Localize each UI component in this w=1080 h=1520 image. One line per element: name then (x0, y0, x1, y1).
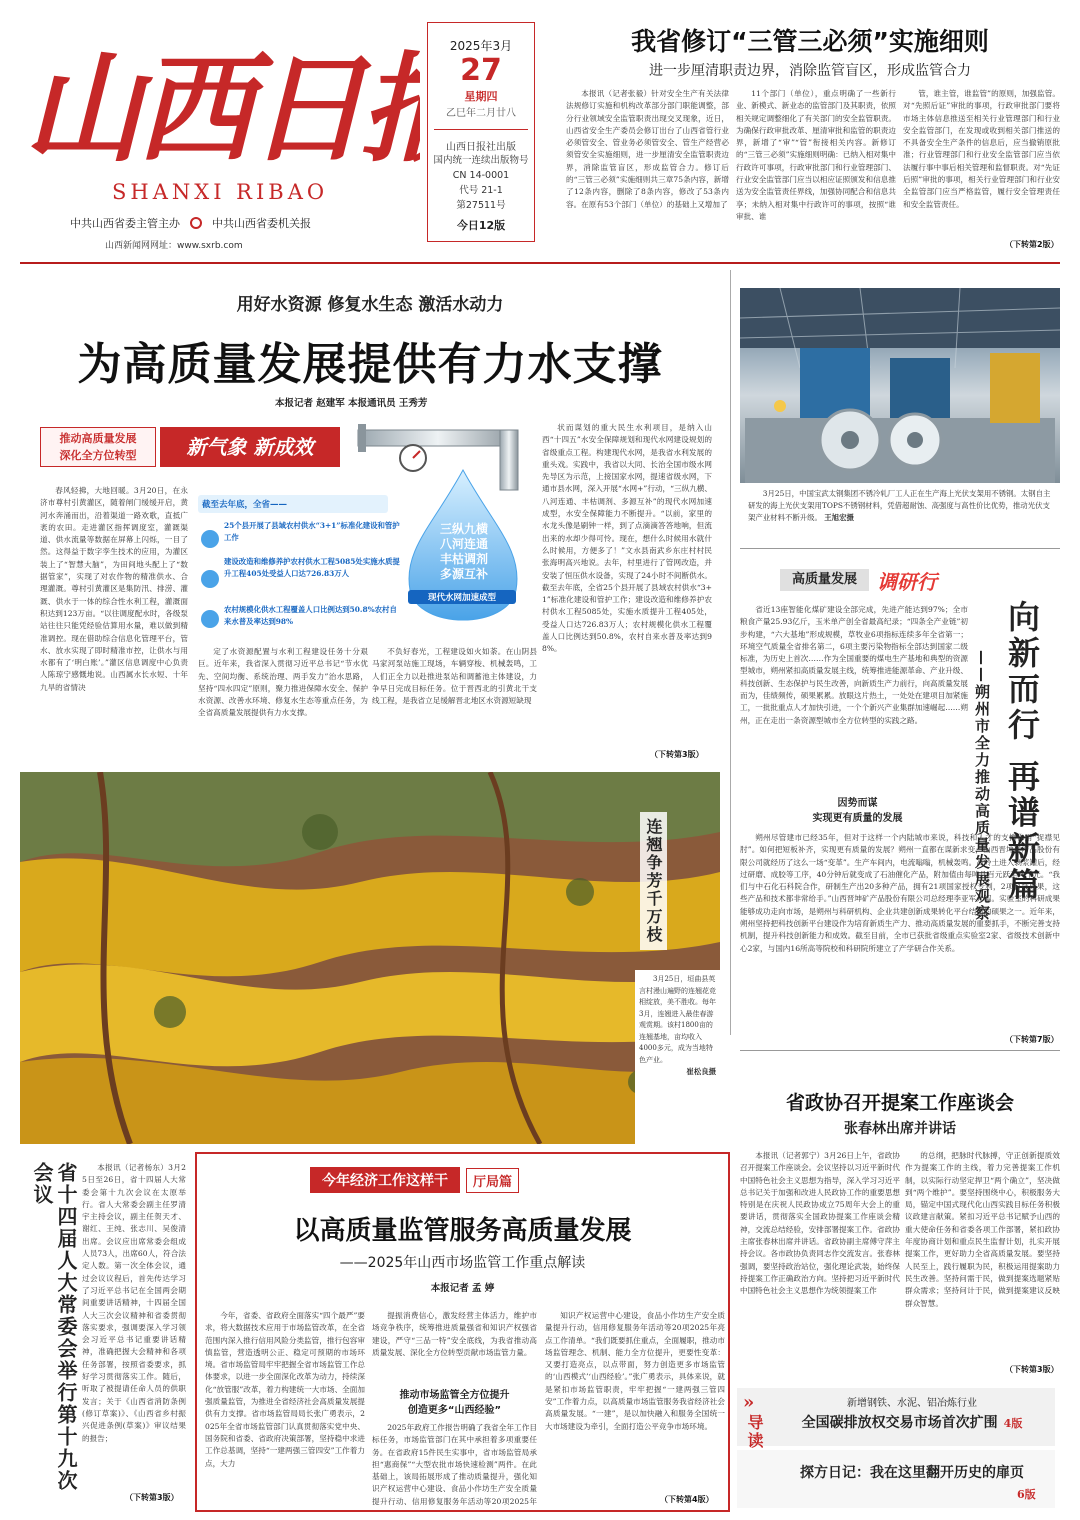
column-tag (40, 427, 156, 467)
market-col3: 知识产权运营中心建设，食品小作坊生产安全质量提升行动，信用修复服务年活动等20项2025年亮点工作清单。“我们既要抓住重点，全面履职，推动市场监管理念、机制、能力全方位提升，更要性变革：又要打造亮点，以点带面，努力创造更多市场监管的‘山西模式’‘山西经验’。”张广勇表示，具体来说，就是紧扣市场监管职责，牢牢把握“一建两强三管四安”工作着力点，以高质量市场监管服务我省经济社会高质量发展。“一建”，是以加快融入和服务全国统一大市场建设为牵引，全面打造公平竞争市场环境。 (545, 1311, 725, 1431)
npc-col: 本报讯（记者杨东）3月25日至26日，省十四届人大常委会第十九次会议在太原举行。省人大常委会副主任罗清宇主持会议，副主任贺天才、谢红、王纯、张志川、吴俊清出席。会议应出席常委会组成人员73人，出席60人，符合法定人数。第一次全体会议，通过会议议程后，首先传达学习了习近平总书记在全国两会期间重要讲话精神，十四届全国人大三次会议精神和省委贯彻落实要求，强调要深入学习领会习近平总书记重要讲话精神，准确把握大会精神和各项任务部署，按照省委要求，抓好学习贯彻落实工作。随后，听取了被提请任命人员的供职发言；关于《山西省消防条例(修订草案)》、《山西省乡村振兴促进条例(草案)》审议结果的报告； (82, 1163, 186, 1443)
steel-photo (740, 288, 1060, 483)
column-tag-line1: 推动高质量发展 (59, 432, 137, 445)
date-day: 27 (460, 53, 502, 88)
divider (20, 262, 1060, 264)
research-tag-label: 高质量发展 (780, 569, 869, 591)
sponsor-2: 中共山西省委机关报 (212, 217, 311, 230)
research-subhead-title: 实现更有质量的发展 (812, 813, 903, 824)
water-turn[interactable]: （下转第3版） (650, 750, 704, 759)
steel-scene (740, 288, 1060, 483)
drop-line-4: 多源互补 (439, 567, 488, 581)
guide-item1-kicker: 新增钢铁、水泥、铝冶炼行业 (847, 1398, 977, 1409)
water-title[interactable]: 为高质量发展提供有力水支撑 (77, 339, 663, 390)
guide-item2-title[interactable]: 探方日记：我在这里翻开历史的扉页 (800, 1465, 1024, 1481)
masthead-pinyin: SHANXI RIBAO (112, 180, 329, 204)
drop-tag: 现代水网加速成型 (427, 593, 496, 603)
top-story-col1: 本报讯（记者张毅）针对安全生产有关法律法规修订实施和机构改革部分部门职能调整，部分行业领域安全监管职责出现交叉现象，近日，山西省安全生产委员会修订出台了山西省管行业必须管安全、管业务必须管安全、管生产经营必须管安全实施细则，进一步厘清安全监管职责边界，消除监管盲区，形成监管合力。修订后的“三管三必须”实施细则共三章75条内容，新增了12条内容，删除了8条内容，修改了53条内容。在原有53个部门（单位）的基础上又增加了 (566, 89, 729, 209)
divider (740, 1050, 1060, 1051)
cppcc-subtitle: 张春林出席并讲话 (844, 1121, 956, 1137)
issue-number: 第27511号 (456, 200, 506, 211)
top-story-title[interactable]: 我省修订“三管三必须”实施细则 (631, 27, 989, 56)
top-story-col2: 11个部门（单位），重点明确了一些新行业、新模式、新业态的监管部门及其职责，依照相关规定调整细化了有关部门的安全监管职责。为确保行政审批改革、厘清审批和监管的职责边界，新增了“审”“管”衔接相关内容。新修订的“三管三必须”实施细则明确：已纳入相对集中行政许可事项，行政审批部门和行业管理部门、行业安全监管部门应当以相应证照颁发和信息推送为安全监管责任界线，加强协同配合和信息共享；未纳入相对集中行政许可的事项，按照“谁审批、谁 (736, 89, 896, 221)
website[interactable]: 山西新闻网网址：www.sxrb.com (105, 241, 243, 251)
market-col2: 提振消费信心，激发经营主体活力，维护市场竞争秩序，统筹推进质量强省和知识产权强省建设，严守“三品一特”安全底线，为我省推动高质量发展、深化全方位转型贡献市场监管力量。 (372, 1311, 537, 1357)
research-col: 省近13座智能化煤矿建设全部完成，先进产能达到97%；全市粮食产量25.93亿斤，玉米单产创全省最高纪录；“四条全产业链”初步构建，“六大基地”形成规模，草牧业6项指标连续多年全省第一；环境空气质量全省排名第二，6项主要污染物指标全部达到国家二级标准，为历史上首次……作为全国重要的煤电生产基地和典型的资源型城市，朔州紧扣高质量发展主线，统筹推进能源革命、产业升级、科技创新、生态保护与民生改善，向新质生产力前行，向高质量发展而为，佳绩频传，硕果累累。放眼这片热土，一处处在建项目加紧施工，一批批重点人才加快引进，一个个新兴产业集群加速崛起……朔州，正在走出一条资源型城市全方位转型的实践之路。 (740, 605, 968, 725)
market-subhead (372, 1388, 537, 1418)
forsythia-caption: 3月25日，垣曲县英言村漫山遍野的连翘花竞相绽放，美不胜收。每年3月，连翘进入最佳春游观赏期。该村1800亩的连翘基地，亩均收入4000多元，成为当地特色产业。 (639, 975, 716, 1064)
column-tag-line2: 深化全方位转型 (59, 449, 137, 462)
top-story-turn[interactable]: （下转第2版） (1005, 240, 1059, 249)
research-subhead-kicker: 因势而谋 (837, 798, 878, 809)
research-title[interactable]: 向新而行 再谱新篇 (1003, 600, 1041, 904)
research-subtitle: ——朔州市全力推动高质量发展观察 (973, 650, 991, 922)
research-turn[interactable]: （下转第7版） (1005, 1035, 1059, 1044)
guide-item2-page: 6版 (1017, 1488, 1036, 1501)
postal-code: 代号 21-1 (459, 185, 503, 196)
npc-title[interactable]: 省十四届人大常委会举行第十九次会议 (30, 1162, 78, 1492)
forsythia-title: 连翘争芳千万枝 (640, 812, 667, 950)
market-subhead-1: 推动市场监管全方位提升 (399, 1390, 510, 1401)
infographic-header: 截至去年底，全省—— (202, 500, 288, 510)
sponsor-1: 中共山西省委主管主办 (70, 217, 180, 230)
market-title[interactable]: 以高质量监管服务高质量发展 (293, 1216, 632, 1246)
logo-calligraphy (20, 22, 420, 182)
cppcc-col1: 本报讯（记者郭宁）3月26日上午，省政协召开提案工作座谈会。会议坚持以习近平新时代中国特色社会主义思想为指导，深入学习习近平总书记关于加强和改进人民政协工作的重要思想特别是在庆祝人民政协成立75周年大会上的重要讲话，贯彻落实全国政协提案工作座谈会精神，交流总结经验，安排部署提案工作。省政协主席张春林出席并讲话。省政协副主席傅守萍主持会议。各市政协负责同志作交流发言。张春林强调，要坚持政治站位，强化理论武装，始终保持提案工作正确政治方向。坚持把习近平新时代中国特色社会主义思想作为统领提案工作 (740, 1151, 900, 1296)
column-rule (730, 270, 731, 1035)
divider (740, 548, 1060, 549)
date-month: 2025年3月 (449, 39, 513, 53)
cppcc-title[interactable]: 省政协召开提案工作座谈会 (785, 1092, 1014, 1114)
guide-arrow-icon: » (743, 1392, 755, 1413)
forsythia-caption-box (635, 970, 720, 1145)
drop-line-3: 丰枯调剂 (439, 552, 488, 566)
research-col2: 朔州尽管建市已经35年，但对于这样一个内陆城市来说，科技和人才的支撑作用“捉襟见肘”。如何把短板补齐，实现更有质量的发展？朔州一直都在谋新求变，山西晋坤矿产品股份有限公司就经历了这么一场“变革”。生产车间内，电流嗡嗡，机械轰鸣。高岭土进入剥浆罐后，经过研磨、成胶等工序，40分钟后就变成了石油催化产品，附加值由每吨几百元跃至几千元。“我们与中石化石科院合作，研制生产出20多种产品，拥有21项国家授权专利，2项科技成果，这些产品和技术都非常给手。”山西晋坤矿产品股份有限公司总经理李亚军介绍。实验室的科研成果能够成功走向市场，是朔州与科研机构、企业共建创新成果转化平台结出的硕果之一。近年来，朔州坚持把科技创新平台建设作为培育新质生产力、推动高质量发展的重要抓手，不断完善支持机制，提升科技创新能力和成效。截至目前，全市已获批省级重点实验室2家、省级技术创新中心2家，与国内16所高等院校和科研院所建立了产学研合作关系。 (740, 833, 1060, 953)
cppcc-col2: 的总纲，把脉时代脉搏，守正创新提质效作为提案工作的主线，着力完善提案工作机制，以实际行动坚定捍卫“两个确立”，坚决做到“两个维护”。要坚持围绕中心，积极服务大局，锚定中国式现代化山西实践目标任务积极议政建言献策。紧扣习近平总书记赋予山西的重大使命任务和省委各项工作部署，紧扣政协年度协商计划和重点民生监督计划，扎实开展提案工作，更好助力全省高质量发展。要坚持人民至上，践行履职为民，积极运用提案助力民生改善。坚持问需于民，做到提案选题紧贴群众需求；坚持问计于民，做到提案建议反映群众智慧。 (905, 1151, 1060, 1308)
steel-credit: 王旭宏摄 (824, 513, 854, 522)
steel-caption (748, 488, 1053, 524)
water-kicker: 用好水资源 修复水生态 激活水动力 (236, 295, 504, 315)
terrace-scene (20, 772, 720, 1144)
market-subhead-2: 创造更多“山西经验” (407, 1405, 502, 1416)
market-banner-tag: 厅局篇 (466, 1168, 519, 1193)
forsythia-photo (20, 772, 720, 1144)
water-col1: 春风轻拂，大地回暖。3月20日，在永济市尊村引黄灌区，随着闸门缓缓开启，黄河水奔涌而出，沿着渠道一路欢歌，直抵广袤的农田。走进灌区指挥调度室，灌溉渠道、供水流量等数据在屏幕上闪烁，一目了然。这得益于数字孪生技术的应用，为灌区装上了“智慧大脑”，为田间地头配上了“数据管家”，实现了对农作物的精准供水、合理灌溉。尊村引黄灌区是集防汛、排涝、灌溉、供水于一体的综合性水利工程，灌溉面积达到123万亩。“以往调度配水时，各级泵站往往只能凭经验估算用水量，难以做到精准调控。现在借助综合信息化管理平台，管水、放水实现了即时精准市控，让供水与用水都有了‘明白账’。”灌区信息调度中心负责人陈琼宁感慨地说。山西属水长水短、十年九旱的省情决 (40, 486, 188, 692)
market-banner (310, 1167, 519, 1193)
cppcc-turn[interactable]: （下转第3版） (1005, 1365, 1059, 1374)
issn-label: 国内统一连续出版物号 (433, 155, 529, 166)
forsythia-credit: 崔松良摄 (686, 1067, 716, 1076)
market-col2b: 2025年政府工作报告明确了我省全年工作目标任务，市场监管部门在其中承担着多项重要任务。在省政府15件民生实事中，省市场监管局承担“惠商保”“大型农批市场快速检测”两件。在此基础上，该局拓展形成了推动质量提升，强化知识产权运营中心建设、食品小作坊生产安全质量提升行动、信用修复服务年活动等20项2025年 (372, 1423, 537, 1506)
column-slogan: 新气象 新成效 (160, 427, 340, 467)
infographic-item-1: 25个县开展了县域农村供水“3+1”标准化建设和管护工作 (224, 521, 400, 542)
guide-item1-page: 4版 (1003, 1417, 1023, 1430)
guide-item1-title[interactable]: 全国碳排放权交易市场首次扩围 (801, 1415, 998, 1431)
guide-label: 导读 (745, 1414, 764, 1450)
npc-turn[interactable]: （下转第3版） (125, 1493, 179, 1502)
research-tag (780, 565, 1010, 595)
drop-line-1: 三纵九横 (439, 522, 488, 536)
steel-caption-text: 3月25日，中国宝武太钢集团不锈冷轧厂工人正在生产海上光伏支架用不锈钢。太钢自主研发的海上光伏支架用TOPS不锈钢材料，凭借超耐蚀、高强度与高性价比优势，推动光伏支架产业材料不断升级。 (748, 489, 1051, 522)
market-turn[interactable]: （下转第4版） (660, 1495, 714, 1504)
research-subhead (745, 796, 970, 826)
infographic-item-2: 建设改造和维修养护农村供水工程5085处实施水质提升工程405处受益人口达726.83万人 (224, 557, 400, 578)
drop-line-2: 八河连通 (439, 537, 488, 551)
market-byline: 本报记者 孟 婷 (430, 1283, 495, 1294)
infographic-item-3: 农村规模化供水工程覆盖人口比例达到50.8%农村自来水普及率达到98% (224, 605, 397, 626)
separator-icon (190, 217, 202, 229)
market-col1: 今年，省委、省政府全面落实“四个最严”要求，将大数据技术应用于市场监管改革，在全省范围内深入推行信用风险分类监管，推行包容审慎监管，营造透明公正、稳定可预期的市场环境。省市场监管局牢牢把握全省市场监管工作总体要求，以进一步全面深化改革为动力，持续深化“放管服”改革，着力构建统一大市场、全面加强质量监管，为推进全省经济社会高质量发展提供有力支撑。省市场监管局局长张广勇表示，2025年全省市场监管部门认真贯彻落实党中央、国务院和省委、省政府决策部署，坚持稳中求进工作总基调，坚持“一建两强三管四安”工作着力点，大力 (205, 1311, 365, 1468)
water-col3: 不负好春光，工程建设如火如荼。在山阴县马家河泵站施工现场，车辆穿梭、机械轰鸣，工人们正全力以赴推进泵站和调蓄池主体建设，力争早日完成目标任务。位于晋西北的引黄北干支线工程，是我省立足缓解晋北地区水资源短缺现 (372, 647, 537, 706)
logo-text: 山西日 (24, 39, 361, 178)
research-tag-slogan: 调研行 (877, 569, 938, 594)
market-subtitle: ——2025年山西市场监管工作重点解读 (339, 1255, 586, 1271)
market-banner-label: 今年经济工作这样干 (310, 1167, 460, 1193)
page-count: 今日12版 (456, 219, 506, 232)
top-story-col3: 管，谁主管，谁监管”的原则，加强监管。对“先照后证”审批的事项，行政审批部门要将市场主体信息推送至相关行业管理部门和行业安全监管部门，在发现或收到相关部门推送的不具备安全生产条件的信息后，应当撤销原批准；行业管理部门和行业安全监管部门应当依法履行事中事后相关管理和监督职责。对“先证后照”审批的事项，相关行业管理部门和行业安全监管部门应当严格监管，履行安全管理责任和安全监管责任。 (903, 89, 1060, 209)
date-panel (427, 22, 535, 242)
guide-box (737, 1388, 1055, 1508)
water-byline: 本报记者 赵建军 本报通讯员 王秀芳 (275, 398, 428, 409)
masthead-logo (20, 22, 420, 182)
drop-text (430, 522, 498, 582)
date-lunar: 乙巳年二月廿八 (446, 108, 516, 119)
cn-number: CN 14-0001 (452, 170, 510, 181)
top-story-subtitle: 进一步厘清职责边界，消除监管盲区，形成监管合力 (649, 63, 971, 79)
date-weekday: 星期四 (464, 90, 498, 103)
publisher: 山西日报社出版 (434, 129, 528, 153)
water-col2: 定了水资源配置与水利工程建设任务十分艰巨。近年来，我省深入贯彻习近平总书记“节水优先、空间均衡、系统治理、两手发力”治水思路，坚持“四水四定”原则，聚力推进保障水安全、保护水资源、改善水环境、修复水生态等重点任务，为全省高质量发展提供有力水支撑。 (198, 647, 368, 718)
water-infographic (198, 420, 538, 642)
water-col4: 状而谋划的重大民生水利项目，是纳入山西“十四五”水安全保障规划和现代水网建设规划的省级重点工程。构建现代水网，是我省水利发展的重头戏。实践中，我省以大同、长治全国市级水网先导区为示范，上接国家水网，提速省级水网，下通市县水网，深入开展“水网+”行动，“三纵九横、八河连通、丰枯调剂、多源互补”的现代水网加速成型，水安全保障能力不断提升。“以前，家里的水龙头像是刷钟一样，到了点滴滴答答地响，但流出来的水却少得可怜。现在，想什么时候用水就什么时候用，方便多了！”文水县南武乡东庄村村民张海明高兴地说。去年，村里进行了管网改造，并安装了恒压供水设备，实现了24小时不间断供水。截至去年底，全省25个县开展了县域农村供水“3+1”标准化建设和管护工作；建设改造和维修养护农村供水工程5085处，实施水质提升工程405处，受益人口达726.83万人；农村规模化供水工程覆盖人口比例达到50.8%，农村自来水普及率达到98%。 (542, 423, 712, 654)
guide-item-1[interactable] (777, 1412, 1047, 1432)
